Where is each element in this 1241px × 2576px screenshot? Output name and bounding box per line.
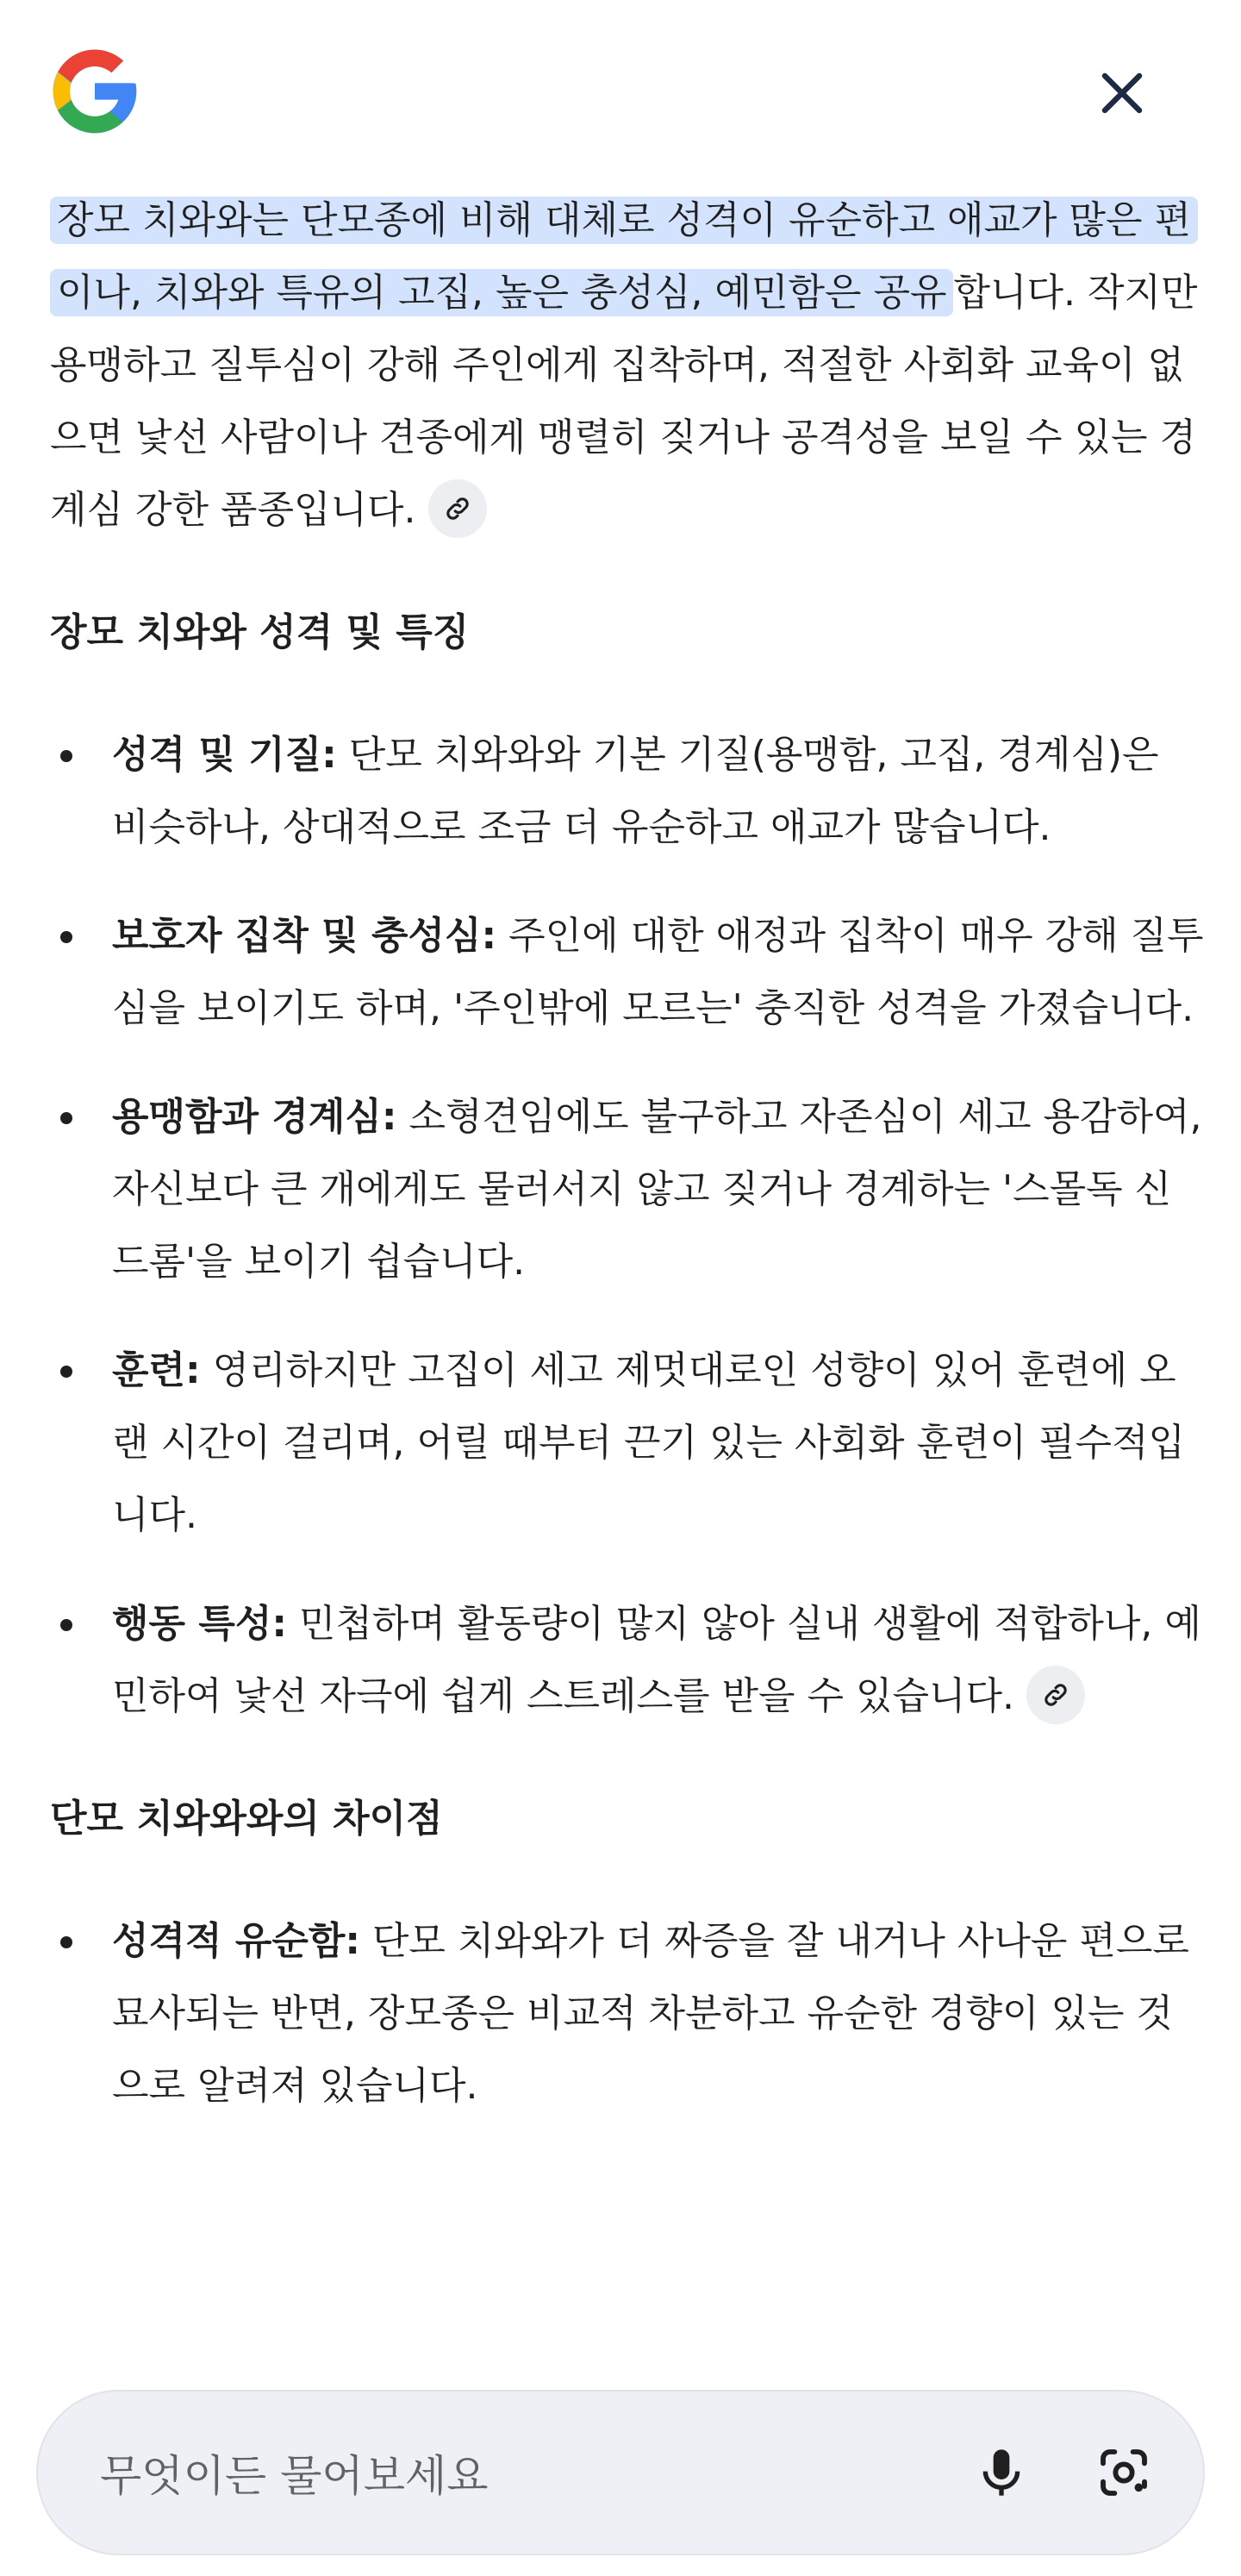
link-icon [1041,1680,1070,1710]
item-label: 행동 특성: [112,1602,287,1646]
google-logo-icon [45,41,145,141]
traits-list [50,719,1205,1733]
intro-text: 합니다. 작지만 용맹하고 질투심이 강해 주인에게 집착하며, 적절한 사회화 교육이 없으면 낯선 사람이나 견종에게 맹렬히 짖거나 공격성을 보일 수 있는 경계심 강한 품종입니다. [50,271,1198,532]
source-link-button[interactable] [428,479,487,538]
close-button[interactable] [1089,60,1155,126]
answer-content [50,184,1205,2159]
link-icon [443,494,472,523]
list-item [50,900,1205,1045]
microphone-icon [974,2445,1029,2500]
intro-paragraph [50,184,1205,547]
item-text: 민첩하며 활동량이 많지 않아 실내 생활에 적합하나, 예민하여 낯선 자극에 쉽게 스트레스를 받을 수 있습니다. [112,1602,1201,1718]
list-item [50,1081,1205,1298]
ask-input-placeholder[interactable]: 무엇이든 물어보세요 [100,2451,489,2501]
item-label: 보호자 집착 및 충성심: [112,914,497,958]
item-label: 용맹함과 경계심: [112,1095,397,1139]
item-label: 훈련: [112,1348,201,1392]
source-link-button[interactable] [1026,1666,1085,1724]
item-label: 성격적 유순함: [112,1919,360,1963]
list-item [50,1588,1205,1733]
list-item [50,719,1205,864]
section-heading-traits: 장모 치와와 성격 및 특징 [50,610,470,654]
item-text: 주인에 대한 애정과 집착이 매우 강해 질투심을 보이기도 하며, '주인밖에 모르는' 충직한 성격을 가졌습니다. [112,914,1204,1030]
voice-search-button[interactable] [960,2431,1043,2514]
item-text: 단모 치와와와 기본 기질(용맹함, 고집, 경계심)은 비슷하나, 상대적으로 조금 더 유순하고 애교가 많습니다. [112,733,1159,849]
ask-input-bar[interactable] [36,2390,1205,2555]
google-lens-icon [1096,2445,1151,2500]
item-text: 소형견임에도 불구하고 자존심이 세고 용감하여, 자신보다 큰 개에게도 물러서지 않고 짖거나 경계하는 '스몰독 신드롬'을 보이기 쉽습니다. [112,1095,1202,1284]
list-item [50,1335,1205,1552]
item-text: 단모 치와와가 더 짜증을 잘 내거나 사나운 편으로 묘사되는 반면, 장모종은 비교적 차분하고 유순한 경향이 있는 것으로 알려져 있습니다. [112,1919,1189,2108]
close-icon [1096,67,1148,119]
item-label: 성격 및 기질: [112,733,337,777]
section-heading-differences: 단모 치와와와의 차이점 [50,1797,443,1841]
highlighted-text: 장모 치와와는 단모종에 비해 대체로 성격이 유순하고 애교가 많은 편이나, 치와와 특유의 고집, 높은 충성심, 예민함은 공유 [50,197,1198,316]
item-text: 영리하지만 고집이 세고 제멋대로인 성향이 있어 훈련에 오랜 시간이 걸리며, 어릴 때부터 끈기 있는 사회화 훈련이 필수적입니다. [112,1348,1185,1537]
differences-list [50,1905,1205,2123]
header [0,0,1241,172]
lens-search-button[interactable] [1082,2431,1165,2514]
list-item [50,1905,1205,2123]
